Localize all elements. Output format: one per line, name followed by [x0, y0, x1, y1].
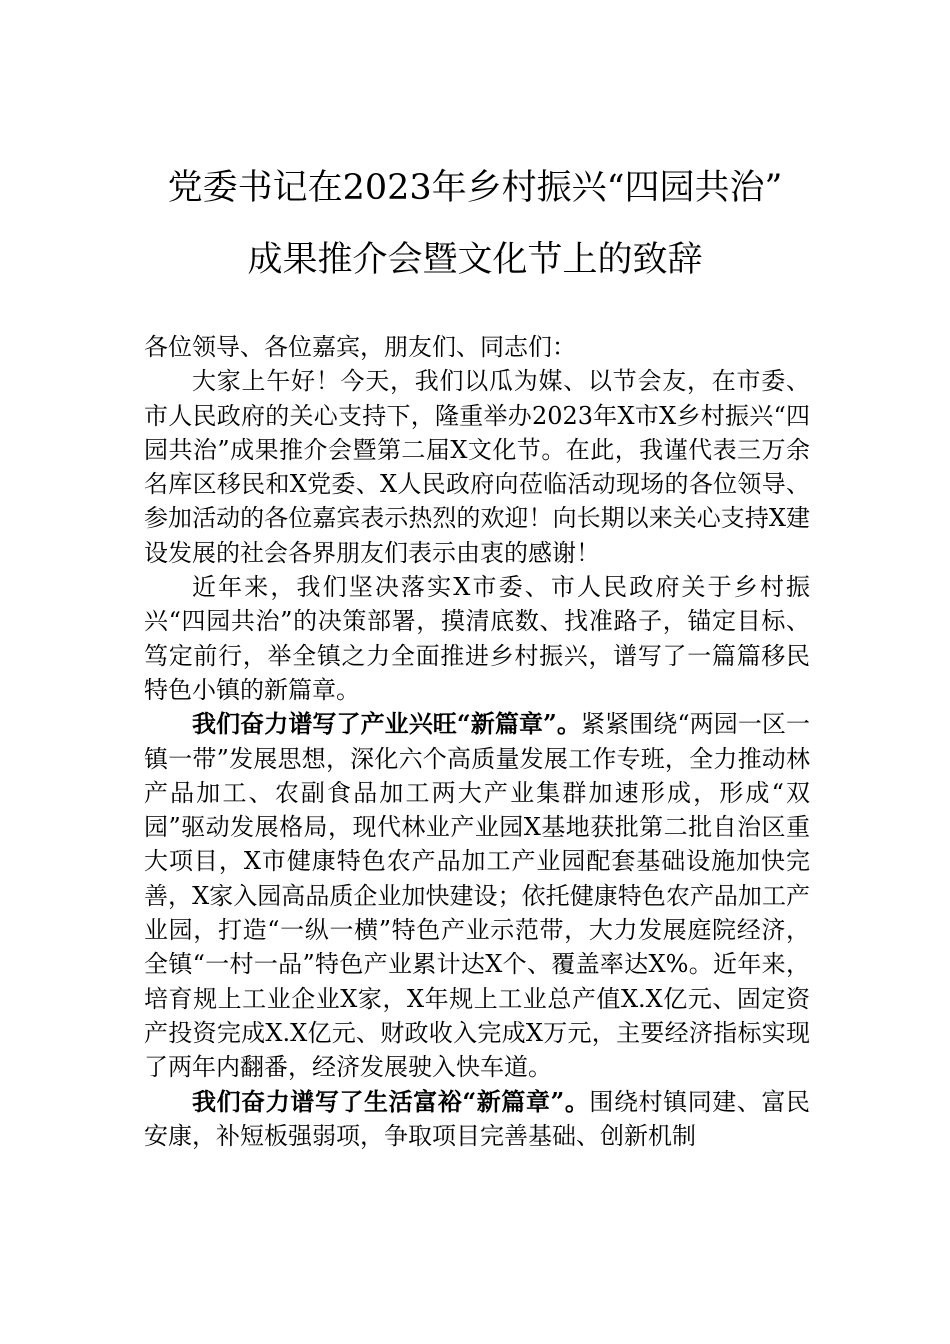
paragraph-3	[144, 707, 810, 1084]
paragraph-1-text: 大家上午好！今天，我们以瓜为媒、以节会友，在市委、市人民政府的关心支持下，隆重举办2023年X市X乡村振兴“四园共治”成果推介会暨第二届X文化节。在此，我谨代表三万余名库区移民和X党委、X人民政府向莅临活动现场的各位领导、参加活动的各位嘉宾表示热烈的欢迎！向长期以来关心支持X建设发展的社会各界朋友们表示由衷的感谢！	[144, 367, 810, 567]
paragraph-4-text: 围绕村镇同建、富民安康，补短板强弱项，争取项目完善基础、创新机制	[144, 1087, 811, 1150]
paragraph-3-text: 紧紧围绕“两园一区一镇一带”发展思想，深化六个高质量发展工作专班，全力推动林产品加工、农副食品加工两大产业集群加速形成，形成“双园”驱动发展格局，现代林业产业园X基地获批第二批自治区重大项目，X市健康特色农产品加工产业园配套基础设施加快完善，X家入园高品质企业加快建设；依托健康特色农产品加工产业园，打造“一纵一横”特色产业示范带，大力发展庭院经济，全镇“一村一品”特色产业累计达X个、覆盖率达X%。近年来，培育规上工业企业X家，X年规上工业总产值X.X亿元、固定资产投资完成X.X亿元、财政收入完成X万元，主要经济指标实现了两年内翻番，经济发展驶入快车道。	[144, 710, 810, 1082]
document-body	[144, 330, 810, 1153]
document-title-line-2: 成果推介会暨文化节上的致辞	[247, 240, 703, 280]
paragraph-4-lead: 我们奋力谱写了生活富裕“新篇章”。	[192, 1086, 590, 1116]
paragraph-4	[144, 1085, 810, 1154]
document-title-line-1: 党委书记在2023年乡村振兴“四园共治”	[167, 168, 783, 208]
salutation: 各位领导、各位嘉宾，朋友们、同志们：	[144, 333, 576, 361]
paragraph-1	[144, 364, 810, 570]
paragraph-2	[144, 570, 810, 707]
paragraph-2-text: 近年来，我们坚决落实X市委、市人民政府关于乡村振兴“四园共治”的决策部署，摸清底数、找准路子，锚定目标、笃定前行，举全镇之力全面推进乡村振兴，谱写了一篇篇移民特色小镇的新篇章。	[144, 573, 810, 704]
paragraph-3-lead: 我们奋力谱写了产业兴旺“新篇章”。	[192, 709, 581, 739]
